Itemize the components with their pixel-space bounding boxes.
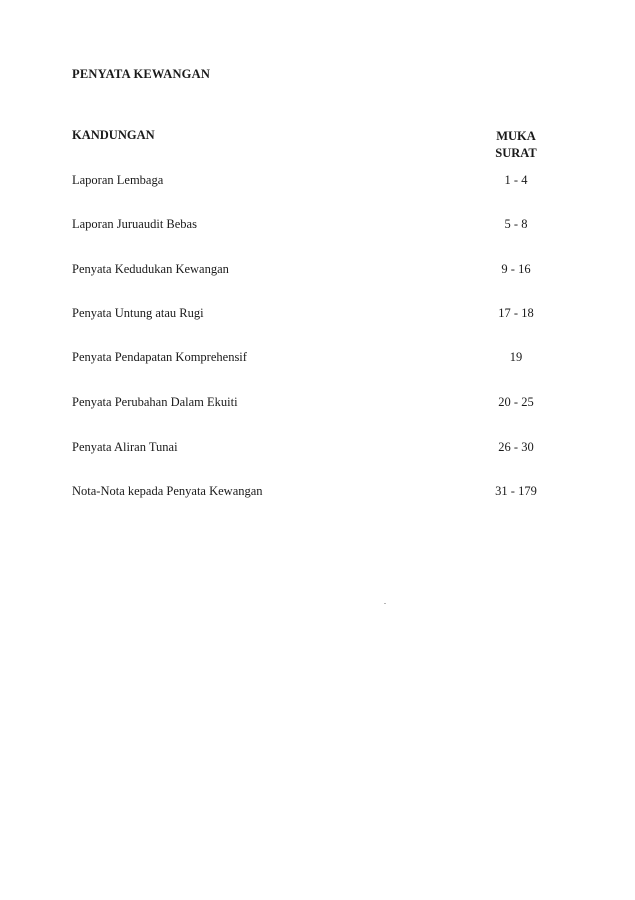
contents-header: KANDUNGAN [72,128,155,142]
toc-entry [72,306,556,324]
scan-speck [384,603,386,604]
toc-entry-pages: 17 - 18 [498,306,534,320]
toc-entry-pages: 1 - 4 [504,173,528,187]
toc-entry-pages: 5 - 8 [504,217,528,231]
toc-entry [72,262,556,280]
toc-entry [72,173,556,191]
toc-entry-pages: 31 - 179 [495,484,537,498]
toc-entry [72,440,556,458]
toc-entry-label: Penyata Kedudukan Kewangan [72,262,229,276]
page-number-header-line2: SURAT [495,146,537,160]
toc-entry-pages: 20 - 25 [498,395,534,409]
toc-entry [72,350,556,368]
toc-entry [72,395,556,413]
page-number-header-line1: MUKA [496,129,536,143]
toc-entry [72,217,556,235]
toc-entry-label: Penyata Untung atau Rugi [72,306,204,320]
toc-entry-pages: 19 [509,350,523,364]
toc-entry-label: Penyata Perubahan Dalam Ekuiti [72,395,238,409]
page-number-header [476,128,556,162]
toc-entry-label: Penyata Aliran Tunai [72,440,178,454]
toc-entry-pages: 9 - 16 [501,262,531,276]
toc-entry [72,484,556,502]
toc-entry-pages: 26 - 30 [498,440,534,454]
toc-entry-label: Penyata Pendapatan Komprehensif [72,350,247,364]
document-title: PENYATA KEWANGAN [72,67,211,81]
toc-entry-label: Laporan Juruaudit Bebas [72,217,197,231]
toc-entry-label: Nota-Nota kepada Penyata Kewangan [72,484,263,498]
toc-entry-label: Laporan Lembaga [72,173,164,187]
